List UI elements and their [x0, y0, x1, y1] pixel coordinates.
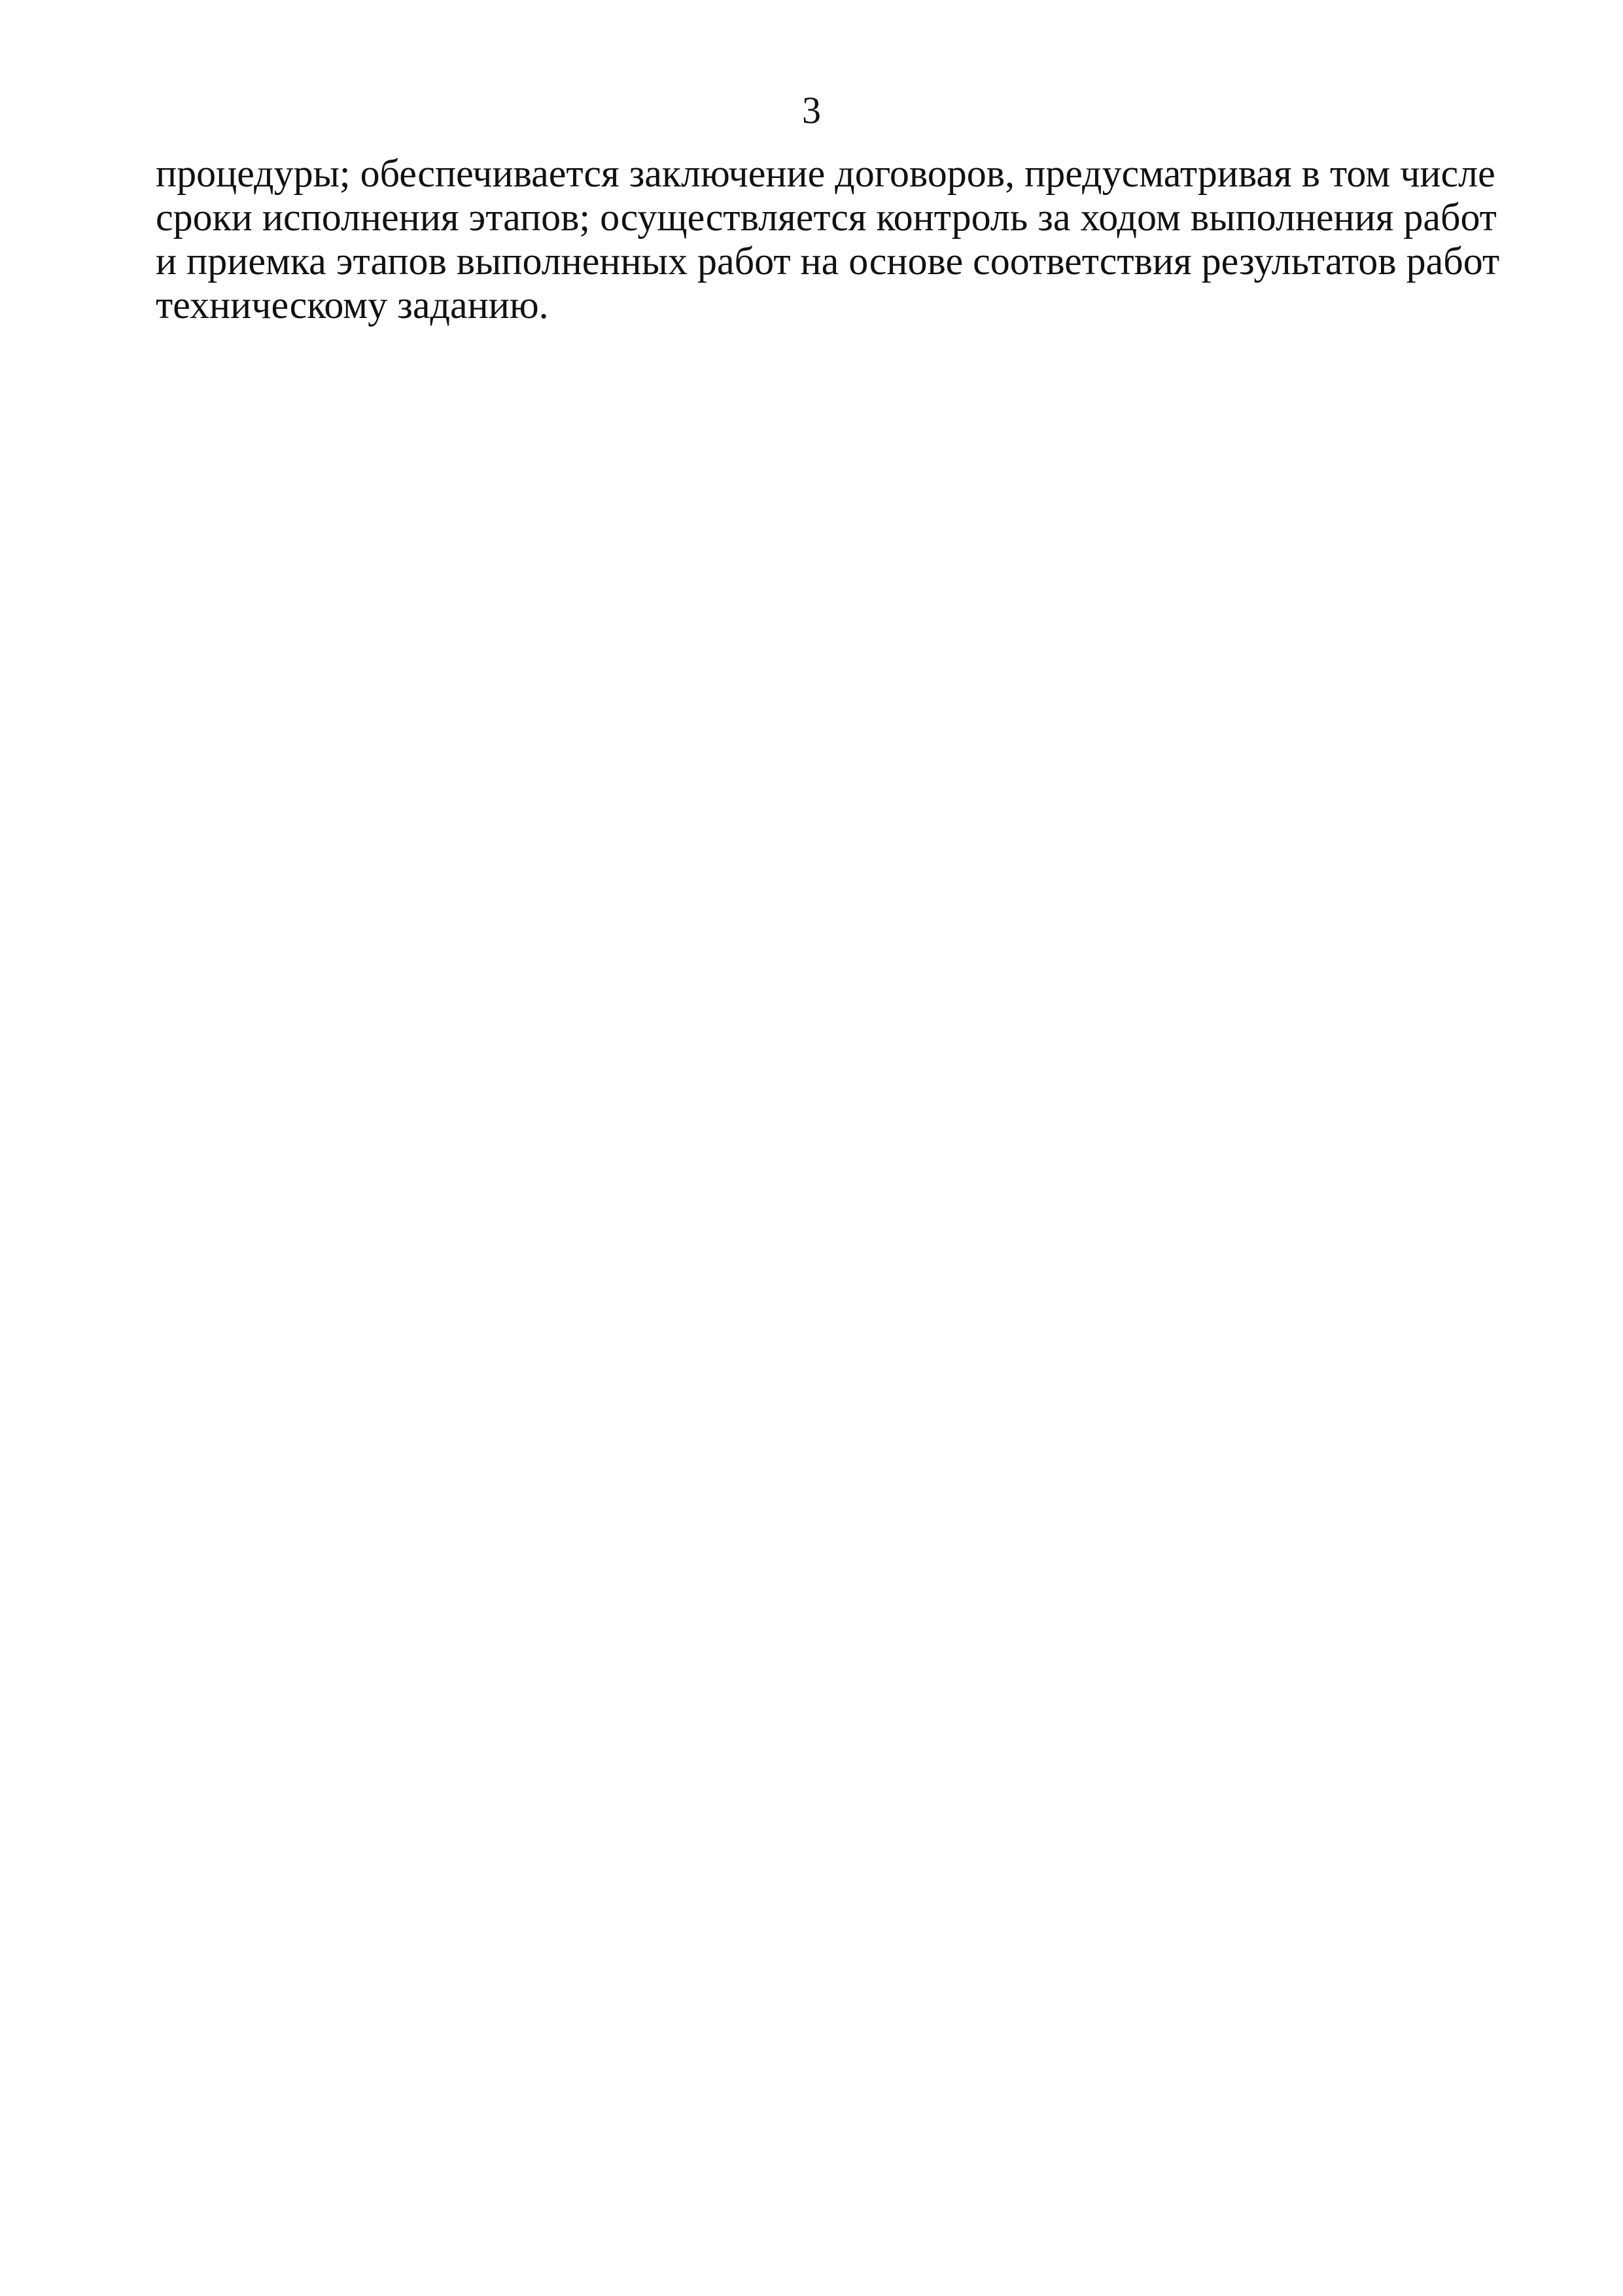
text-line: техническому заданию. — [156, 283, 549, 327]
text-line: процедуры; обеспечивается заключение договоров, предусматривая в том числе — [156, 152, 1495, 195]
text-line: сроки исполнения этапов; осуществляется контроль за ходом выполнения работ — [156, 196, 1497, 239]
text-line: и приемка этапов выполненных работ на основе соответствия результатов работ — [156, 239, 1500, 283]
page-number: 3 — [802, 89, 821, 132]
document-body — [156, 152, 1500, 327]
